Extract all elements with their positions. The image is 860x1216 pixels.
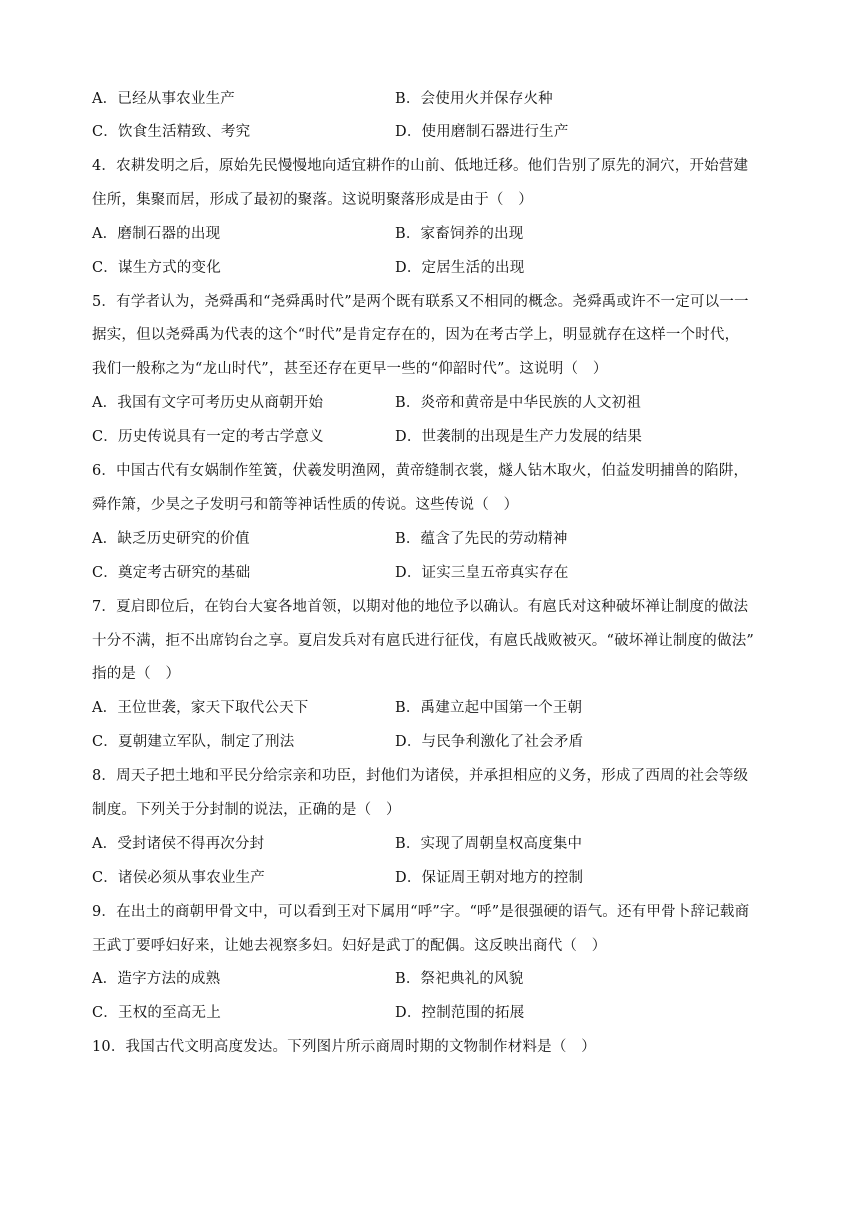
q5-option-d: D．世袭制的出现是生产力发展的结果 — [395, 429, 643, 445]
q8-option-d: D．保证周王朝对地方的控制 — [395, 870, 584, 886]
q8-option-a: A．受封诸侯不得再次分封 — [92, 836, 265, 852]
q10-stem-line-1: 10．我国古代文明高度发达。下列图片所示商周时期的文物制作材料是（ ） — [92, 1039, 596, 1055]
q7-option-b: B．禹建立起中国第一个王朝 — [395, 700, 583, 716]
q8-option-b: B．实现了周朝皇权高度集中 — [395, 836, 583, 852]
q8-stem-line-1: 8．周天子把土地和平民分给宗亲和功臣，封他们为诸侯，并承担相应的义务，形成了西周的社会等级 — [92, 768, 749, 784]
q9-option-b: B．祭祀典礼的风貌 — [395, 971, 524, 987]
q3-option-b: B．会使用火并保存火种 — [395, 91, 553, 107]
q7-stem-line-2: 十分不满，拒不出席钧台之享。夏启发兵对有扈氏进行征伐，有扈氏战败被灭。“破坏禅让制度的做法” — [92, 633, 755, 649]
q4-stem-line-2: 住所，集聚而居，形成了最初的聚落。这说明聚落形成是由于（ ） — [92, 192, 533, 208]
q4-stem-line-1: 4．农耕发明之后，原始先民慢慢地向适宜耕作的山前、低地迁移。他们告别了原先的洞穴，开始营建 — [92, 158, 749, 174]
q4-option-b: B．家畜饲养的出现 — [395, 226, 524, 242]
q9-option-d: D．控制范围的拓展 — [395, 1005, 525, 1021]
q4-option-d: D．定居生活的出现 — [395, 260, 525, 276]
q7-option-c: C．夏朝建立军队，制定了刑法 — [92, 734, 295, 750]
q3-option-c: C．饮食生活精致、考究 — [92, 124, 251, 140]
q5-stem-line-1: 5．有学者认为，尧舜禹和“尧舜禹时代”是两个既有联系又不相同的概念。尧舜禹或许不一定可以一一 — [92, 294, 749, 310]
q5-option-c: C．历史传说具有一定的考古学意义 — [92, 429, 324, 445]
q4-option-c: C．谋生方式的变化 — [92, 260, 221, 276]
q9-stem-line-1: 9．在出土的商朝甲骨文中，可以看到王对下属用“呼”字。“呼”是很强硬的语气。还有甲骨卜辞记载商 — [92, 904, 750, 920]
q9-option-a: A．造字方法的成熟 — [92, 971, 221, 987]
q7-stem-line-1: 7．夏启即位后，在钧台大宴各地首领，以期对他的地位予以确认。有扈氏对这种破坏禅让制度的做法 — [92, 599, 749, 615]
q8-option-c: C．诸侯必须从事农业生产 — [92, 870, 265, 886]
q5-stem-line-3: 我们一般称之为“龙山时代”，甚至还存在更早一些的“仰韶时代”。这说明（ ） — [92, 361, 608, 377]
q6-option-b: B．蕴含了先民的劳动精神 — [395, 531, 568, 547]
q4-option-a: A．磨制石器的出现 — [92, 226, 221, 242]
q9-option-c: C．王权的至高无上 — [92, 1005, 221, 1021]
q5-stem-line-2: 据实，但以尧舜禹为代表的这个“时代”是肯定存在的，因为在考古学上，明显就存在这样一个时代， — [92, 327, 740, 343]
q7-option-d: D．与民争利激化了社会矛盾 — [395, 734, 584, 750]
q3-option-a: A．已经从事农业生产 — [92, 91, 235, 107]
q6-stem-line-2: 舜作箫，少昊之子发明弓和箭等神话性质的传说。这些传说（ ） — [92, 497, 519, 513]
q5-option-a: A．我国有文字可考历史从商朝开始 — [92, 395, 324, 411]
q3-option-d: D．使用磨制石器进行生产 — [395, 124, 569, 140]
q8-stem-line-2: 制度。下列关于分封制的说法，正确的是（ ） — [92, 802, 401, 818]
q7-option-a: A．王位世袭，家天下取代公天下 — [92, 700, 309, 716]
q5-option-b: B．炎帝和黄帝是中华民族的人文初祖 — [395, 395, 642, 411]
q6-stem-line-1: 6．中国古代有女娲制作笙簧，伏羲发明渔网，黄帝缝制衣裳，燧人钻木取火，伯益发明捕兽的陷阱， — [92, 463, 749, 479]
q6-option-c: C．奠定考古研究的基础 — [92, 565, 251, 581]
q6-option-a: A．缺乏历史研究的价值 — [92, 531, 250, 547]
q7-stem-line-3: 指的是（ ） — [92, 666, 181, 682]
q9-stem-line-2: 王武丁要呼妇好来，让她去视察多妇。妇好是武丁的配偶。这反映出商代（ ） — [92, 938, 607, 954]
q6-option-d: D．证实三皇五帝真实存在 — [395, 565, 569, 581]
